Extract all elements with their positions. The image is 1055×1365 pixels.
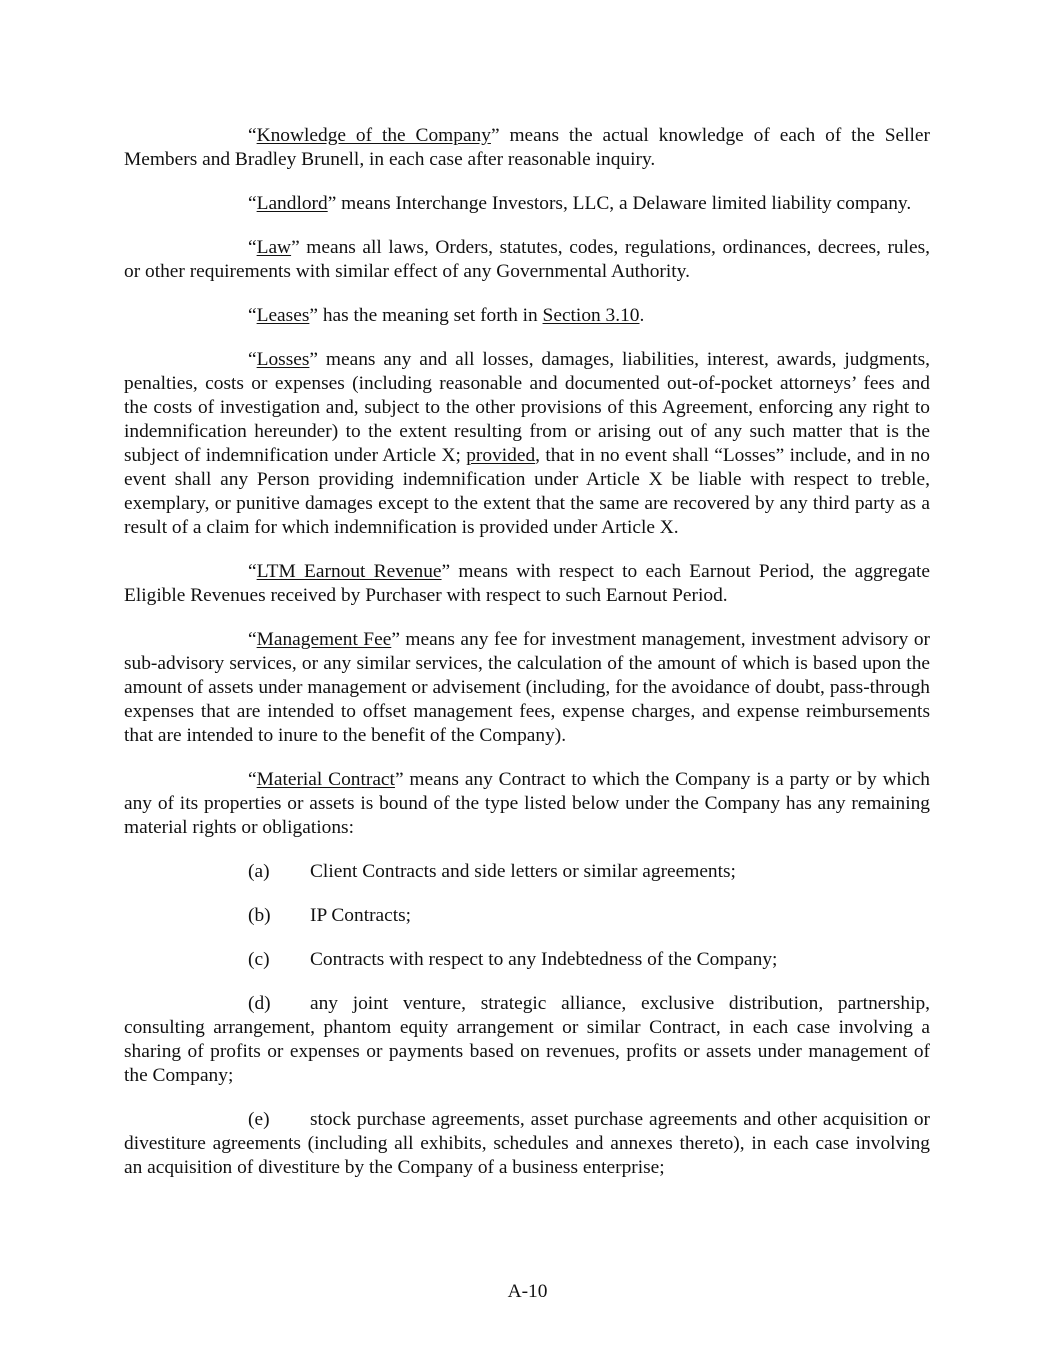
definition-landlord: “Landlord” means Interchange Investors, LLC, a Delaware limited liability company. [248, 193, 912, 214]
definition-text: means all laws, Orders, statutes, codes, regulations, ordinances, decrees, rules, or other requirements with similar effect of any Governmental Authority. [124, 237, 930, 282]
list-item-text: Contracts with respect to any Indebtedness of the Company; [310, 949, 778, 970]
list-item-text: IP Contracts; [310, 905, 412, 926]
section-reference: Section 3.10 [542, 305, 640, 326]
defined-term: Material Contract [256, 769, 395, 790]
provided-term: provided [466, 445, 536, 466]
page-number: A-10 [507, 1281, 548, 1302]
defined-term: Losses [256, 349, 310, 370]
definition-text: means with respect to each Earnout Period, the aggregate Eligible Revenues received by Purchaser with respect to such Earnout Period. [124, 561, 930, 606]
definition-text: means the actual knowledge of each of the Seller Members and Bradley Brunell, in each case after reasonable inquiry. [124, 125, 930, 170]
defined-term: Knowledge of the Company [256, 125, 491, 146]
definition-text: means any fee for investment management, investment advisory or sub-advisory services, or any similar services, the calculation of the amount of which is based upon the amount of assets under management or advisement (including, for the avoidance of doubt, pass-through expenses that are intended to offset management fees, expense charges, and expense reimbursements that are intended to inure to the benefit of the Company). [124, 629, 930, 746]
list-marker: (b) [248, 905, 271, 926]
list-item-b [124, 904, 930, 928]
definition-law: “Law” means all laws, Orders, statutes, codes, regulations, ordinances, decrees, rules, or other requirements with similar effect of any Governmental Authority. [124, 237, 930, 282]
definition-text: means Interchange Investors, LLC, a Delaware limited liability company. [336, 193, 912, 214]
list-item-a [124, 860, 930, 884]
definition-leases: “Leases” has the meaning set forth in Section 3.10. [248, 305, 645, 326]
list-item-text: any joint venture, strategic alliance, exclusive distribution, partnership, consulting arrangement, phantom equity arrangement or similar Contract, in each case involving a sharing of profits or expenses or payments based on revenues, profits or assets under management of the Company; [124, 993, 930, 1086]
list-item-c [124, 948, 930, 972]
list-item-e [124, 1108, 930, 1180]
definition-text-end: , that in no event shall “Losses” include, and in no event shall any Person providing indemnification under Article X be liable with respect to treble, exemplary, or punitive damages except to the extent that the same are recovered by any third party as a result of a claim for which indemnification is provided under Article X. [124, 445, 930, 538]
list-marker: (c) [248, 949, 270, 970]
definition-text: has the meaning set forth in [317, 305, 543, 326]
definition-text: means any and all losses, damages, liabilities, interest, awards, judgments, penalties, costs or expenses (including reasonable and documented out-of-pocket attorneys’ fees and the costs of investigation and, subject to the other provisions of this Agreement, enforcing any right to indemnification hereunder) to the extent resulting from or arising out of any such matter that is the subject of indemnification under Article X; [124, 349, 930, 466]
document-page [124, 124, 930, 1200]
definition-material-contract: “Material Contract” means any Contract to which the Company is a party or by which any of its properties or assets is bound of the type listed below under the Company has any remaining material rights or obligations: [124, 769, 931, 838]
definition-text-end: . [639, 305, 645, 326]
definition-management-fee: “Management Fee” means any fee for investment management, investment advisory or sub-advisory services, or any similar services, the calculation of the amount of which is based upon the amount of assets under management or advisement (including, for the avoidance of doubt, pass-through expenses that are intended to offset management fees, expense charges, and expense reimbursements that are intended to inure to the benefit of the Company). [124, 629, 930, 746]
list-item-text: stock purchase agreements, asset purchase agreements and other acquisition or divestiture agreements (including all exhibits, schedules and annexes thereto), in each case involving an acquisition of divestiture by the Company of a business enterprise; [124, 1109, 930, 1178]
list-item-d [124, 992, 930, 1088]
list-item-text: Client Contracts and side letters or similar agreements; [310, 861, 736, 882]
definition-ltm-earnout-revenue: “LTM Earnout Revenue” means with respect to each Earnout Period, the aggregate Eligible Revenues received by Purchaser with respect to such Earnout Period. [124, 561, 930, 606]
defined-term: Law [256, 237, 292, 258]
defined-term: Landlord [256, 193, 328, 214]
definition-losses: “Losses” means any and all losses, damages, liabilities, interest, awards, judgments, penalties, costs or expenses (including reasonable and documented out-of-pocket attorneys’ fees and the costs of investigation and, subject to the other provisions of this Agreement, enforcing any right to indemnification hereunder) to the extent resulting from or arising out of any such matter that is the subject of indemnification under Article X; provided, that in no event shall “Losses” include, and in no event shall any Person providing indemnification under Article X be liable with respect to treble, exemplary, or punitive damages except to the extent that the same are recovered by any third party as a result of a claim for which indemnification is provided under Article X. [124, 349, 930, 538]
definition-knowledge-of-the-company: “Knowledge of the Company” means the actual knowledge of each of the Seller Members and Bradley Brunell, in each case after reasonable inquiry. [124, 125, 930, 170]
list-marker: (e) [248, 1109, 270, 1130]
list-marker: (d) [248, 993, 271, 1014]
defined-term: Management Fee [256, 629, 392, 650]
list-marker: (a) [248, 861, 270, 882]
definition-text: means any Contract to which the Company is a party or by which any of its properties or assets is bound of the type listed below under the Company has any remaining material rights or obligations: [124, 769, 931, 838]
defined-term: LTM Earnout Revenue [256, 561, 442, 582]
defined-term: Leases [256, 305, 310, 326]
